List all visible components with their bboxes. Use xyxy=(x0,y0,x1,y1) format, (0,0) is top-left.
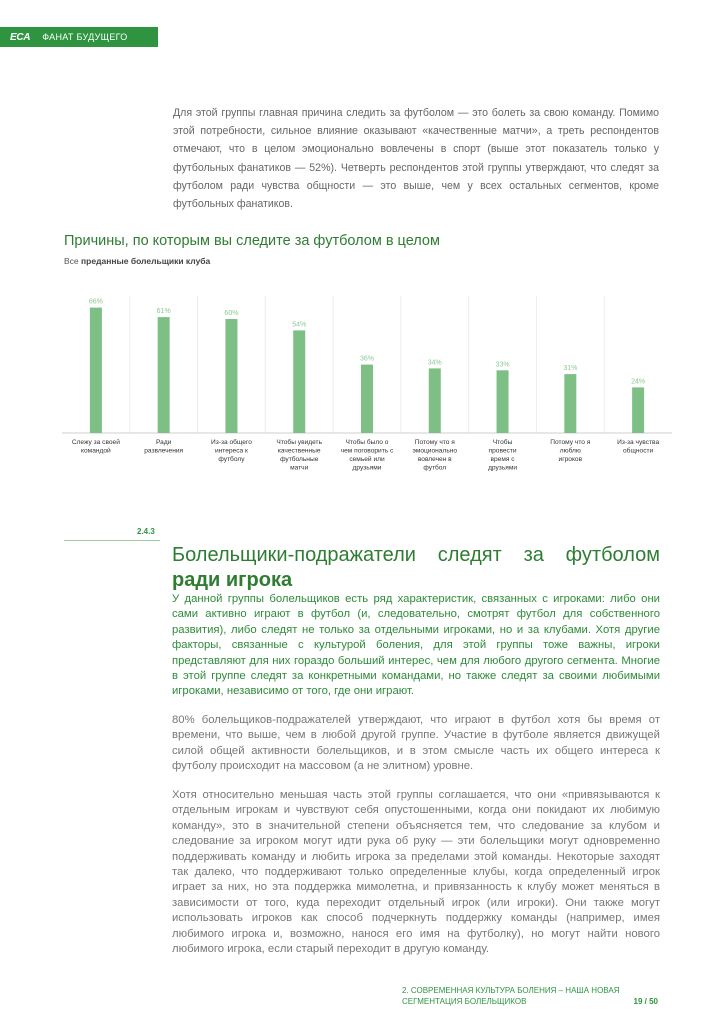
chart-category-label: интереса к xyxy=(214,447,248,455)
chart-subtitle-bold: преданные болельщики клуба xyxy=(81,256,211,266)
chart-data-label: 31% xyxy=(563,365,578,373)
chart-category-label: Слежу за своей xyxy=(71,439,120,446)
chart-category-label: Ради xyxy=(155,439,172,446)
section-title-line1 xyxy=(172,543,660,568)
chart-bar xyxy=(293,330,305,433)
header-title: ФАНАТ БУДУЩЕГО xyxy=(42,32,128,42)
chart-category-label: Чтобы xyxy=(492,439,513,446)
chart-category-label: качественные xyxy=(277,447,321,455)
title-word: футболом xyxy=(565,544,660,566)
chart-bar xyxy=(632,387,644,433)
chart-data-label: 24% xyxy=(631,378,646,386)
chart-category-label: друзьями xyxy=(488,464,518,472)
paragraph-body-2: Хотя относительно меньшая часть этой группы соглашается, что они «привязываются к отдельным игрокам и чувствуют себя опустошенными, когда они покидают их любимую команду», это в значительной степени объясняется тем, что следование за клубом и следование за игроком могут идти рука об руку — эти болельщики могут одновременно поддерживать команду и любить игрока за пределами этой команды. Некоторые заходят так далеко, что поддерживают только определенные клубы, когда определенный игрок играет за них, но эта поддержка мимолетна, и привязанность к клубу может меняться в зависимости от того, куда переходит отдельный игрок (или игроки). Они также могут использовать игроков как способ подчеркнуть поддержку команды (например, имея любимого игрока и, возможно, нанося его имя на футболку), но могут найти нового любимого игрока, если старый переходит в другую команду. xyxy=(172,789,660,956)
section-number: 2.4.3 xyxy=(137,527,155,536)
chart-data-label: 36% xyxy=(359,355,375,363)
footer-section-line2: СЕГМЕНТАЦИЯ БОЛЕЛЬЩИКОВ xyxy=(402,997,527,1006)
chart-category-label: вовлечен в xyxy=(417,456,452,463)
chart-category-label: Из-за чувства xyxy=(617,439,660,446)
chart-data-label: 33% xyxy=(495,361,510,369)
chart-category-label: Потому что я xyxy=(414,439,455,446)
footer xyxy=(402,985,658,1007)
chart-bar xyxy=(158,317,170,433)
chart-category-label: Потому что я xyxy=(550,439,591,446)
chart-category-label: Чтобы было о xyxy=(345,439,389,446)
chart-category-label: провести xyxy=(488,447,517,455)
paragraph-body-1: 80% болельщиков-подражателей утверждают, что играют в футбол хотя бы время от времени, что выше, чем в любой другой группе. Участие в футболе является движущей силой общей активности болельщиков, и в этом смысле часть их общего интереса к футболу происходит на массовом (а не элитном) уровне. xyxy=(172,714,660,773)
chart-category-label: матчи xyxy=(290,464,309,472)
chart-bar xyxy=(225,319,237,433)
chart-bar xyxy=(497,370,509,433)
chart-category-label: футбольные xyxy=(280,456,319,463)
chart-category-label: семьей или xyxy=(349,456,385,463)
chart-data-label: 34% xyxy=(427,359,442,367)
chart-data-label: 61% xyxy=(156,308,171,316)
chart-subtitle xyxy=(64,256,210,266)
chart-bar xyxy=(361,365,373,433)
chart-category-label: футбол xyxy=(423,464,447,472)
intro-paragraph: Для этой группы главная причина следить за футболом — это болеть за свою команду. Помимо этой потребности, сильное влияние оказывают «качественные матчи», а треть респондентов отмечают, что в целом эмоционально вовлечены в спорт (выше этот показатель только у футбольных фанатиков — 52%). Четверть респондентов этой группы утверждают, что следят за футболом ради чувства общности — это выше, чем у всех остальных сегментов, кроме футбольных фанатиков. xyxy=(173,107,659,211)
chart-category-label: командой xyxy=(81,447,111,455)
chart-category-label: игроков xyxy=(558,456,583,463)
header-bar xyxy=(0,27,158,47)
chart-category-label: люблю xyxy=(559,447,581,455)
title-word: следят xyxy=(437,544,502,566)
chart-data-label: 60% xyxy=(224,310,239,317)
section-divider xyxy=(64,540,160,541)
eca-logo: ECA xyxy=(10,31,31,43)
section-title-bold: ради игрока xyxy=(172,569,293,591)
chart-bar xyxy=(429,368,441,433)
chart-category-label: общности xyxy=(623,447,654,455)
chart-category-label: Чтобы увидеть xyxy=(276,439,323,446)
title-word: Болельщики-подражатели xyxy=(172,544,416,566)
chart-category-label: время с xyxy=(490,456,515,463)
chart-category-label: друзьями xyxy=(352,464,382,472)
chart-bar xyxy=(564,374,576,433)
paragraph-highlight: У данной группы болельщиков есть ряд характеристик, связанных с игроками: либо они сами активно играют в футбол (и, следовательно, смотрят футбол для собственного развития), либо следят не только за отдельными игроками, но и за клубами. Хотя другие факторы, связанные с культурой боления, для этой группы тоже важны, игроки представляют для них гораздо больший интерес, чем для любого другого сегмента. Многие в этой группе следят за конкретными командами, но также следят за своими любимыми игроками, независимо от того, где они играют. xyxy=(172,593,660,698)
chart-category-label: чем поговорить с xyxy=(340,447,394,455)
footer-section-line1: 2. СОВРЕМЕННАЯ КУЛЬТУРА БОЛЕНИЯ – НАША НОВАЯ xyxy=(402,986,620,995)
chart-category-label: развлечения xyxy=(144,447,184,455)
bar-chart xyxy=(62,290,672,490)
page-number: 19 / 50 xyxy=(633,997,658,1006)
chart-bar xyxy=(90,308,102,433)
chart-category-label: футболу xyxy=(218,456,245,463)
chart-data-label: 54% xyxy=(292,321,307,329)
chart-data-label: 66% xyxy=(88,298,103,306)
chart-title: Причины, по которым вы следите за футболом в целом xyxy=(64,233,440,249)
chart-category-label: Из-за общего xyxy=(211,439,252,446)
title-word: за xyxy=(523,544,544,566)
section-title xyxy=(172,543,660,593)
chart-subtitle-prefix: Все xyxy=(64,256,79,266)
chart-category-label: эмоционально xyxy=(412,447,458,455)
